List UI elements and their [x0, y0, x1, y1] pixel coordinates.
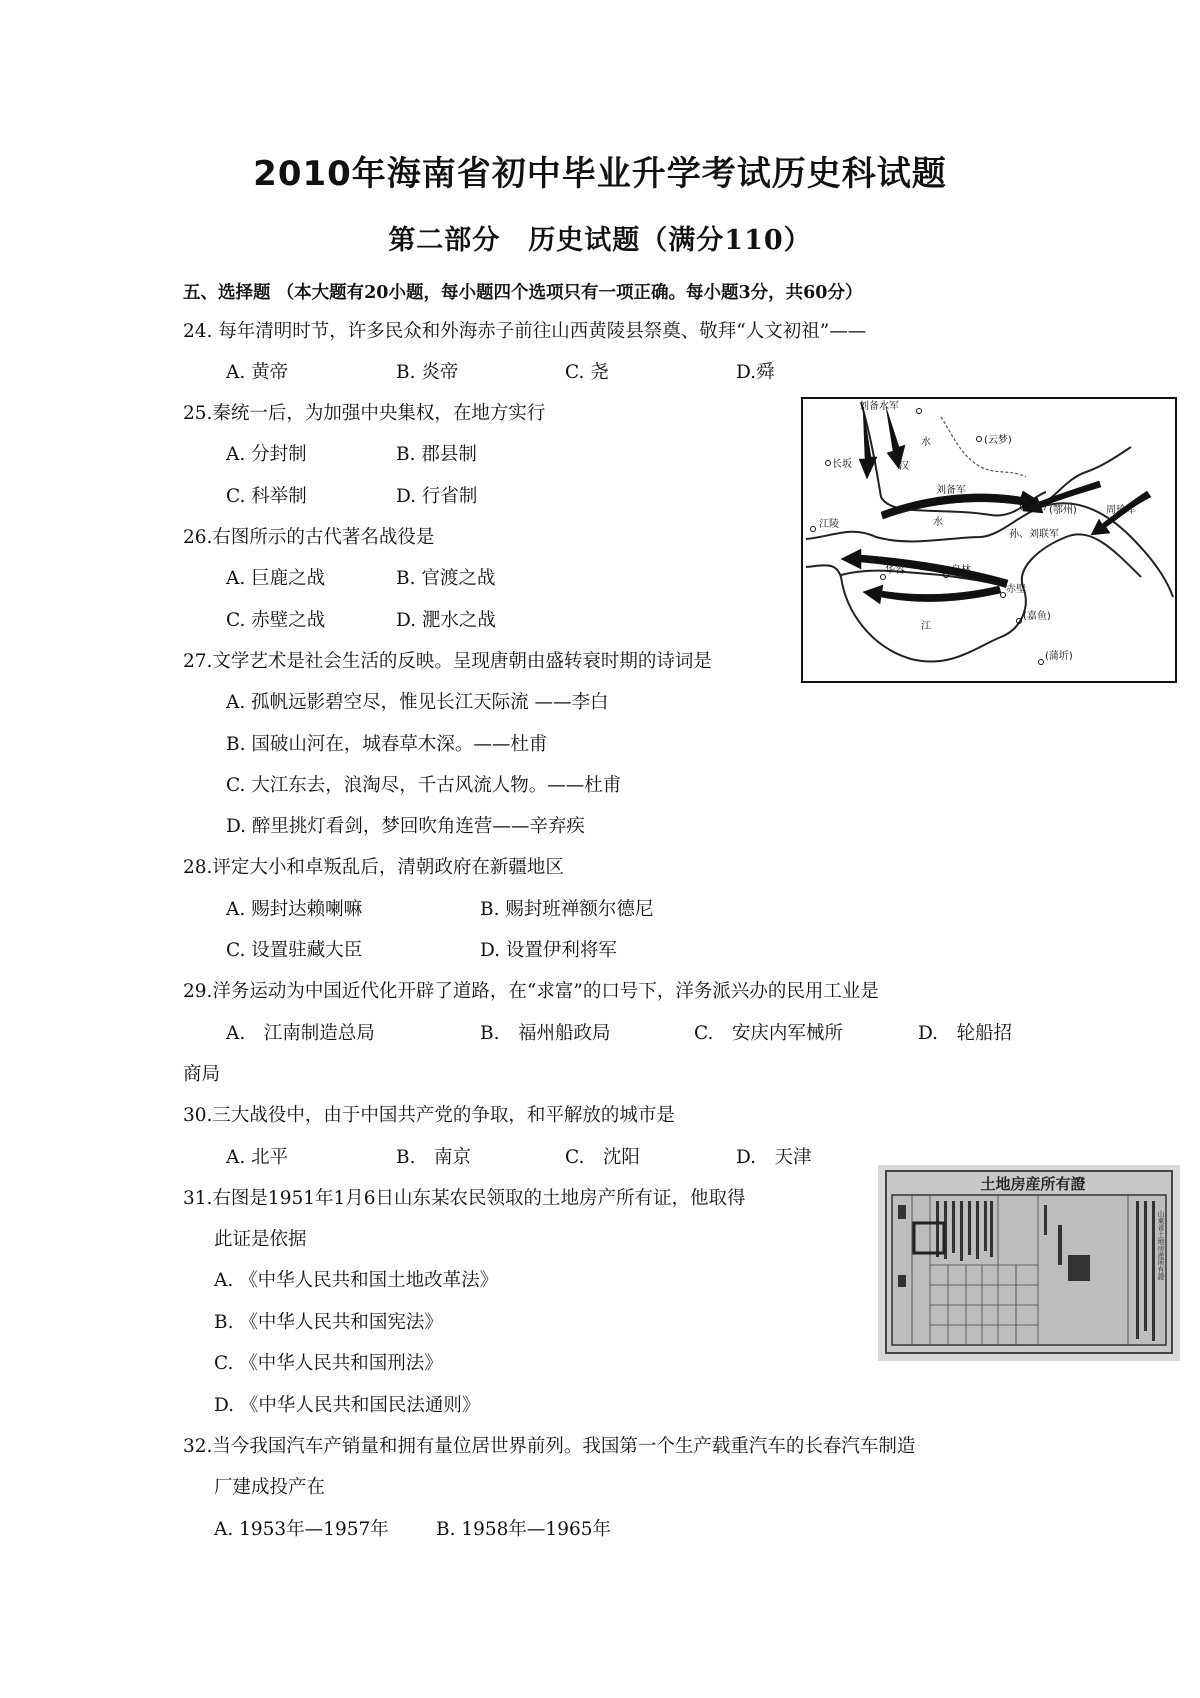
question-27-option-d: D. 醉里挑灯看剑，梦回吹角连营——辛弃疾	[226, 816, 585, 837]
map-label-changban: 长坂	[832, 459, 852, 470]
question-30-option-d: D. 天津	[736, 1147, 812, 1168]
question-27-option-c: C. 大江东去，浪淘尽，千古风流人物。——杜甫	[226, 775, 622, 796]
question-28-option-c: C. 设置驻藏大臣	[226, 940, 363, 961]
map-label-liubei-army: 刘备军	[936, 485, 966, 496]
question-25-stem: 25.秦统一后，为加强中央集权，在地方实行	[183, 403, 546, 424]
question-27-stem: 27.文学艺术是社会生活的反映。呈现唐朝由盛转衰时期的诗词是	[183, 651, 712, 672]
map-label-liubei-navy: 刘备水军	[859, 401, 899, 412]
question-32-option-a: A. 1953年—1957年	[214, 1519, 389, 1540]
question-25-option-d: D. 行省制	[396, 486, 478, 507]
map-label-ezhou: (鄂州)	[1049, 505, 1077, 516]
question-29-option-d: D. 轮船招	[918, 1023, 1013, 1044]
question-26-option-b: B. 官渡之战	[396, 568, 496, 589]
question-24-stem: 24. 每年清明时节，许多民众和外海赤子前往山西黄陵县祭奠、敬拜“人文初祖”——	[183, 321, 867, 342]
map-label-jiang: 江	[921, 621, 931, 632]
question-24-option-c: C. 尧	[565, 362, 609, 383]
map-label-wuhan: (武汉)	[1019, 501, 1047, 512]
section-heading: 五、选择题 （本大题有20小题，每小题四个选项只有一项正确。每小题3分，共60分）	[183, 283, 863, 303]
map-label-water-2: 水	[933, 517, 943, 528]
question-27-option-b: B. 国破山河在，城春草木深。——杜甫	[226, 734, 548, 755]
question-29-option-a: A. 江南制造总局	[226, 1023, 375, 1044]
map-label-chibi: 赤壁	[1006, 584, 1026, 595]
question-32-stem-cont: 厂建成投产在	[214, 1477, 326, 1498]
map-label-yunmeng: (云梦)	[984, 435, 1012, 446]
page-subtitle: 第二部分 历史试题（满分110）	[388, 225, 812, 256]
question-29-option-c: C. 安庆内军械所	[694, 1023, 843, 1044]
question-24-option-d: D.舜	[736, 362, 775, 383]
battle-map-figure	[801, 397, 1177, 683]
map-label-allied-army: 孙、刘联军	[1009, 529, 1059, 540]
land-certificate-figure	[878, 1165, 1180, 1361]
map-label-wulin: 乌林	[951, 565, 971, 576]
question-31-option-d: D. 《中华人民共和国民法通则》	[214, 1395, 481, 1416]
question-29-stem: 29.洋务运动为中国近代化开辟了道路，在“求富”的口号下，洋务派兴办的民用工业是	[183, 981, 879, 1002]
question-30-option-a: A. 北平	[226, 1147, 289, 1168]
map-label-jiangling: 江陵	[819, 519, 839, 530]
certificate-heading: 土地房産所有證	[980, 1175, 1086, 1193]
question-31-option-b: B. 《中华人民共和国宪法》	[214, 1312, 443, 1333]
question-26-option-d: D. 淝水之战	[396, 610, 496, 631]
question-28-option-a: A. 赐封达赖喇嘛	[226, 899, 363, 920]
question-31-option-c: C. 《中华人民共和国刑法》	[214, 1353, 443, 1374]
question-29-option-d-wrap: 商局	[183, 1064, 221, 1085]
question-26-option-a: A. 巨鹿之战	[226, 568, 326, 589]
question-25-option-b: B. 郡县制	[396, 444, 477, 465]
question-30-option-b: B. 南京	[396, 1147, 471, 1168]
question-28-stem: 28.评定大小和卓叛乱后，清朝政府在新疆地区	[183, 857, 564, 878]
question-27-option-a: A. 孤帆远影碧空尽，惟见长江天际流 ——李白	[226, 692, 609, 713]
question-31-stem: 31.右图是1951年1月6日山东某农民领取的土地房产所有证，他取得	[183, 1188, 746, 1209]
page-title: 2010年海南省初中毕业升学考试历史科试题	[253, 154, 947, 194]
map-label-zhouyu-army: 周瑜军	[1106, 505, 1136, 516]
question-25-option-c: C. 科举制	[226, 486, 307, 507]
question-31-stem-cont: 此证是依据	[214, 1229, 307, 1250]
question-24-option-a: A. 黄帝	[226, 362, 289, 383]
map-label-puqi: (蒲圻)	[1045, 651, 1073, 662]
certificate-side-text: 山東省土地房産所有證	[1157, 1210, 1165, 1280]
question-29-option-b: B. 福州船政局	[480, 1023, 611, 1044]
question-30-stem: 30.三大战役中，由于中国共产党的争取，和平解放的城市是	[183, 1105, 675, 1126]
map-label-huarong: 华容	[885, 565, 905, 576]
map-label-jiayu: (嘉鱼)	[1023, 611, 1051, 622]
question-26-stem: 26.右图所示的古代著名战役是	[183, 527, 435, 548]
question-30-option-c: C. 沈阳	[565, 1147, 640, 1168]
question-32-stem: 32.当今我国汽车产销量和拥有量位居世界前列。我国第一个生产载重汽车的长春汽车制造	[183, 1436, 916, 1457]
question-31-option-a: A. 《中华人民共和国土地改革法》	[214, 1270, 499, 1291]
map-label-water-1: 水	[921, 437, 931, 448]
question-24-option-b: B. 炎帝	[396, 362, 459, 383]
question-28-option-d: D. 设置伊利将军	[480, 940, 617, 961]
question-25-option-a: A. 分封制	[226, 444, 307, 465]
question-32-option-b: B. 1958年—1965年	[436, 1519, 612, 1540]
map-label-han: 汉	[899, 461, 909, 472]
question-28-option-b: B. 赐封班禅额尔德尼	[480, 899, 654, 920]
question-26-option-c: C. 赤壁之战	[226, 610, 326, 631]
